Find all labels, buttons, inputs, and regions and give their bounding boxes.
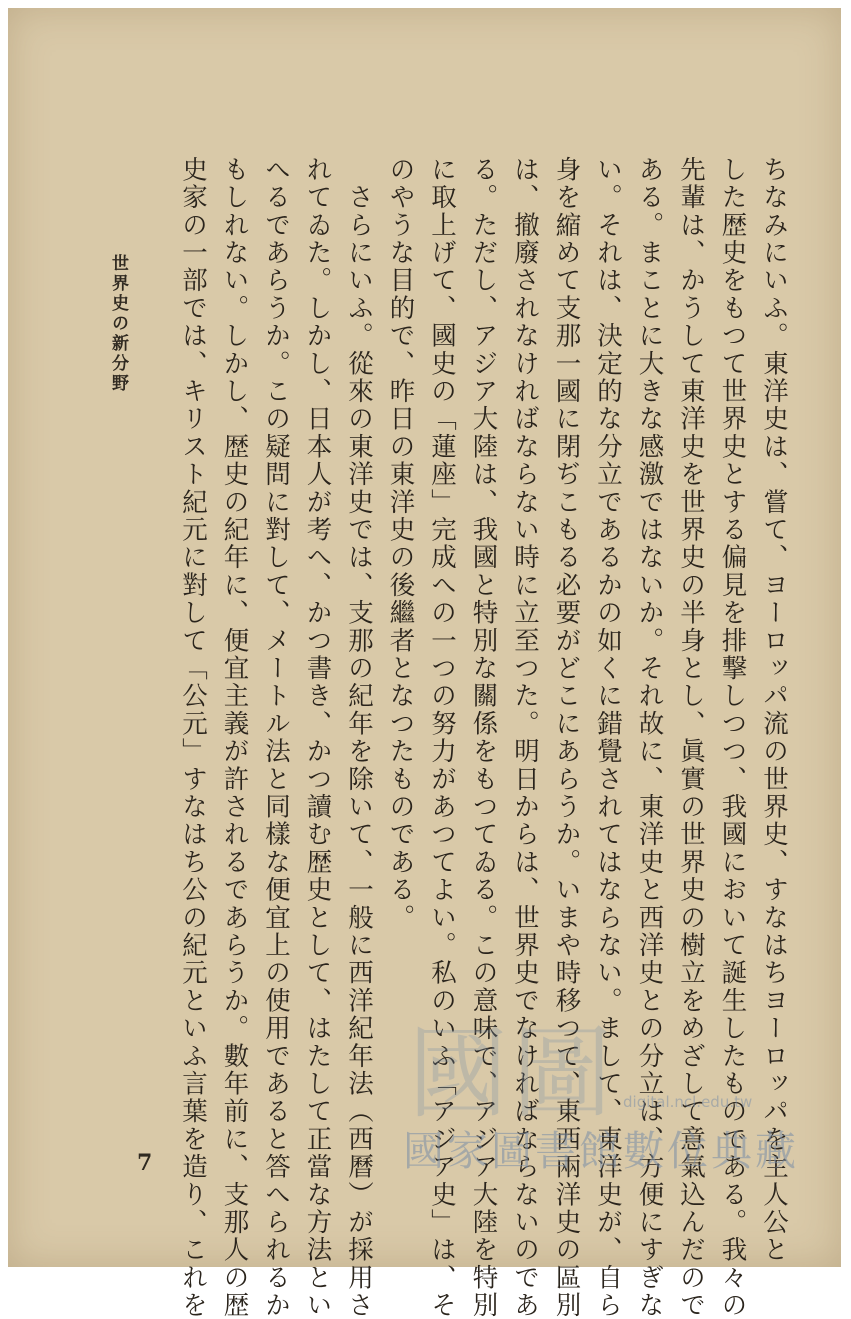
text-line-15: 史家の一部では、キリスト紀元に對して「公元」すなはち公の紀元といふ言葉を造り、これを (178, 156, 208, 1319)
watermark-url: digital.ncl.edu.tw (623, 1093, 753, 1111)
page-number: 7 (137, 1150, 153, 1176)
running-head: 世界史の新分野 (108, 254, 128, 394)
book-page (8, 8, 841, 1319)
text-line-12: れてゐた。しかし、日本人が考へ、かつ書き、かつ讀む歴史として、はたして正當な方法とい (302, 156, 333, 1319)
text-line-13: へるであらうか。この疑問に對して、メートル法と同樣な便宜上の使用であると答へられるか (261, 156, 291, 1319)
text-line-9: に取上げて、國史の「蓮座」完成への一つの努力があつてよい。私のいふ「アジア史」は、そ (427, 156, 457, 1319)
text-line-3: 先輩は、かうして東洋史を世界史の半身とし、眞實の世界史の樹立をめざして意氣込んだので (676, 156, 706, 1319)
text-line-7: は、撤廢されなければならない時に立至つた。明日からは、世界史でなければならないのであ (510, 156, 540, 1319)
text-line-4: ある。まことに大きな感激ではないか。それ故に、東洋史と西洋史との分立は、方便にすぎな (634, 156, 665, 1319)
text-line-10: のやうな目的で、昨日の東洋史の後繼者となつたものである。 (385, 156, 416, 932)
text-line-5: い。それは、決定的な分立であるかの如くに錯覺されてはならない。まして、東洋史が、自ら (593, 156, 623, 1319)
text-line-14: もしれない。しかし、歴史の紀年に、便宜主義が許されるであらうか。數年前に、支那人の歴 (219, 156, 250, 1319)
text-line-2: した歴史をもつて世界史とする偏見を排撃しつつ、我國において誕生したものである。我々の (717, 156, 748, 1319)
watermark-logo: 國圖 (408, 1015, 616, 1132)
text-line-8: る。ただし、アジア大陸は、我國と特別な關係をもつてゐる。この意味で、アジア大陸を特別 (468, 156, 499, 1319)
watermark-text: 國家圖書館數位典藏 (403, 1127, 799, 1175)
text-line-1: ちなみにいふ。東洋史は、嘗て、ヨーロッパ流の世界史、すなはちヨーロッパを主人公と (759, 156, 789, 1264)
text-line-6: 身を縮めて支那一國に閉ぢこもる必要がどこにあらうか。いまや時移つて、東西兩洋史の區別 (551, 156, 582, 1319)
text-line-11: さらにいふ。從來の東洋史では、支那の紀年を除いて、一般に西洋紀年法（西曆）が採用さ (344, 156, 374, 1319)
